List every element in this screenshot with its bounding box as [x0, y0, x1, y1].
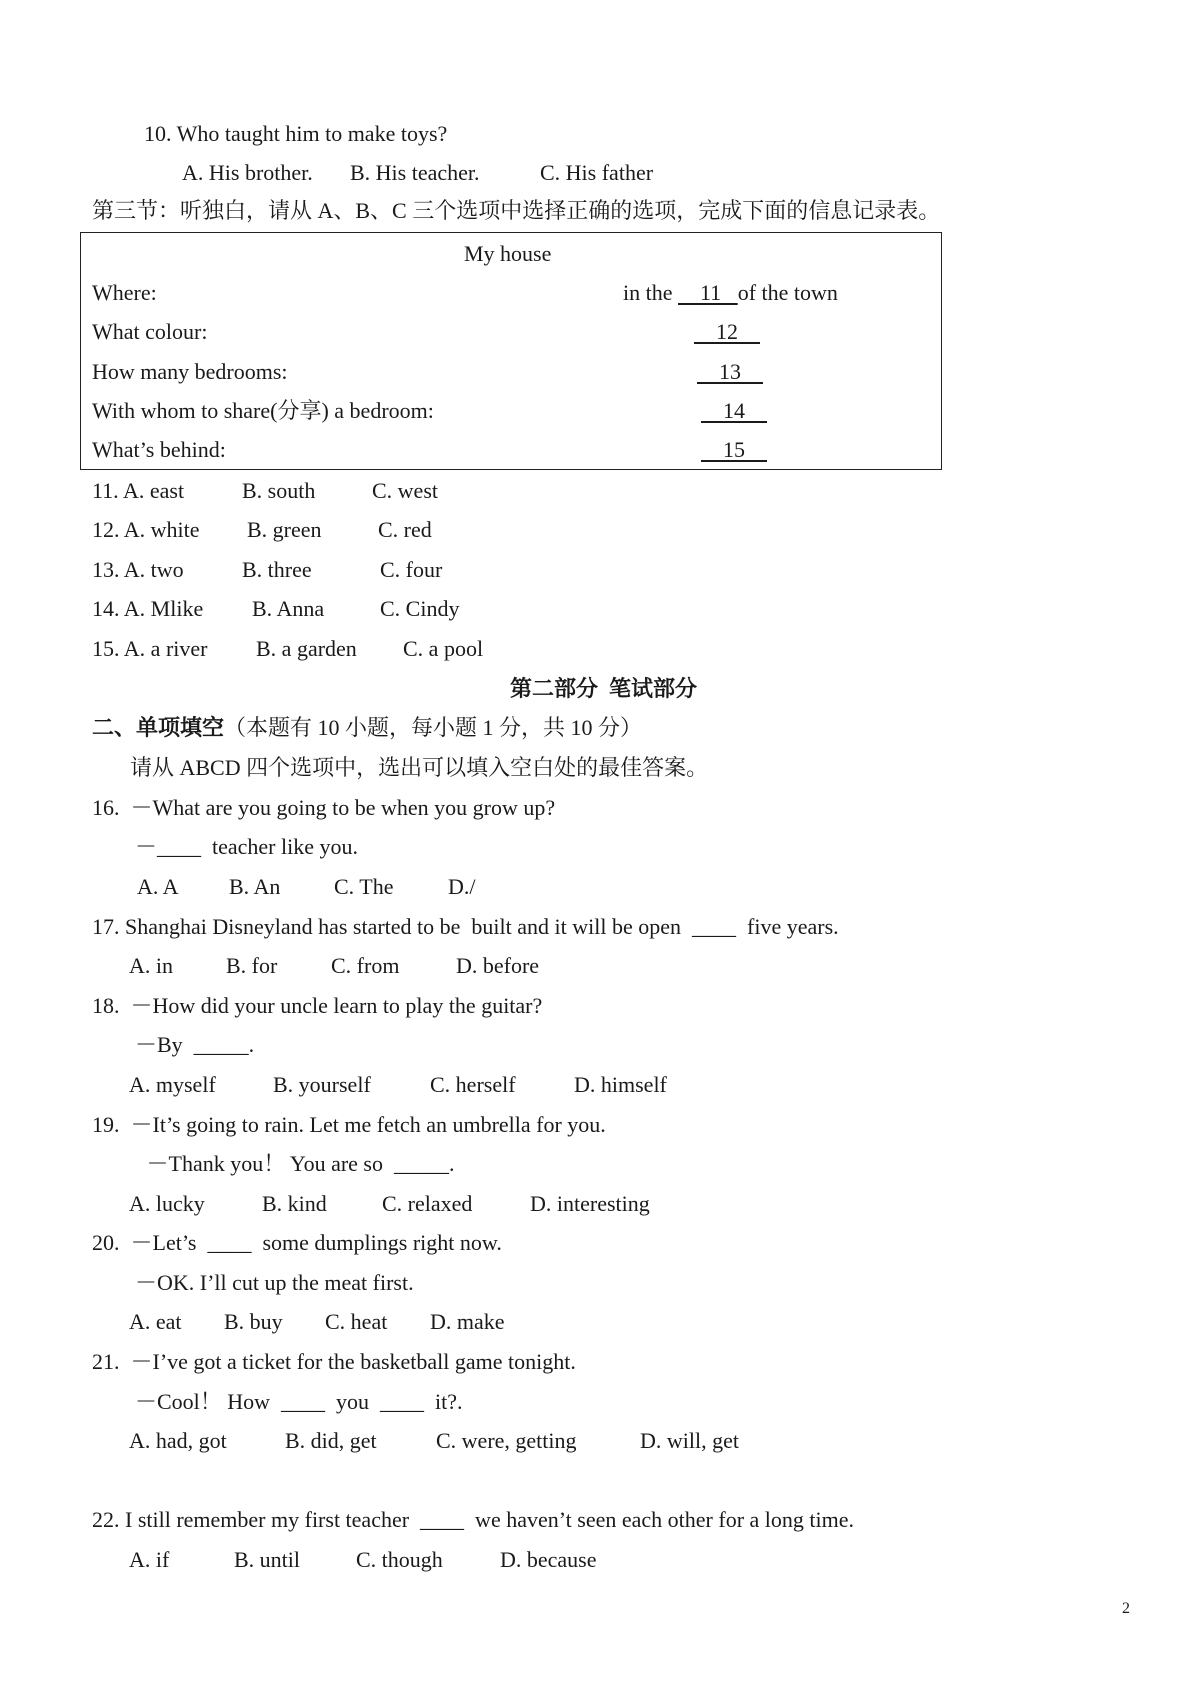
question-19-line-1: 19. －It’s going to rain. Let me fetch an umbrella for you. — [92, 1112, 606, 1137]
question-10-option-a: A. His brother. — [182, 160, 313, 185]
question-20-line-2: －OK. I’ll cut up the meat first. — [124, 1270, 414, 1295]
table-row-answer — [701, 436, 767, 464]
question-20-option-b: B. buy — [224, 1309, 283, 1334]
question-18-line-2: －By _____. — [124, 1032, 255, 1057]
question-16-line-2: －____ teacher like you. — [124, 834, 358, 859]
table-row-answer — [623, 279, 838, 307]
question-21-option-a: A. had, got — [129, 1428, 227, 1453]
table-row-answer — [697, 358, 763, 386]
question-10-option-b: B. His teacher. — [350, 160, 480, 185]
table-row-answer — [694, 318, 760, 346]
question-19-option-a: A. lucky — [129, 1191, 205, 1216]
question-19-option-b: B. kind — [262, 1191, 327, 1216]
answer-13-option-c: C. four — [380, 557, 443, 582]
answer-prefix: in the — [623, 280, 678, 305]
answer-11-option-c: C. west — [372, 478, 438, 503]
question-21-option-b: B. did, get — [285, 1428, 377, 1453]
question-20-line-1: 20. －Let’s ____ some dumplings right now. — [92, 1230, 502, 1255]
answer-11-option-a: 11. A. east — [92, 478, 185, 503]
question-10-text: 10. Who taught him to make toys? — [144, 121, 448, 146]
question-21-option-c: C. were, getting — [436, 1428, 577, 1453]
question-16-option-b: B. An — [229, 874, 281, 899]
answer-15-option-a: 15. A. a river — [92, 636, 208, 661]
answer-blank-13: 13 — [697, 359, 763, 384]
answer-15-option-c: C. a pool — [403, 636, 484, 661]
question-17-option-b: B. for — [226, 953, 278, 978]
question-21-line-1: 21. －I’ve got a ticket for the basketball game tonight. — [92, 1349, 576, 1374]
question-16-option-c: C. The — [334, 874, 394, 899]
answer-12-option-b: B. green — [247, 517, 322, 542]
part2-title: 第二部分 笔试部分 — [510, 676, 698, 701]
answer-14-option-c: C. Cindy — [380, 596, 460, 621]
question-16-line-1: 16. －What are you going to be when you grow up? — [92, 795, 556, 820]
answer-blank-12: 12 — [694, 319, 760, 344]
answer-blank-11: 11 — [678, 280, 738, 305]
question-17-option-a: A. in — [129, 953, 173, 978]
table-row-label: With whom to share(分享) a bedroom: — [92, 398, 434, 423]
question-22-option-c: C. though — [356, 1547, 443, 1572]
question-17-line-1: 17. Shanghai Disneyland has started to be built and it will be open ____ five years. — [92, 914, 839, 939]
table-title: My house — [464, 241, 552, 266]
question-20-option-d: D. make — [430, 1309, 505, 1334]
question-10-option-c: C. His father — [540, 160, 654, 185]
answer-13-option-a: 13. A. two — [92, 557, 184, 582]
question-22-option-b: B. until — [234, 1547, 301, 1572]
question-16-option-d: D./ — [448, 874, 476, 899]
answer-14-option-b: B. Anna — [252, 596, 325, 621]
answer-13-option-b: B. three — [242, 557, 312, 582]
section3-instruction: 第三节：听独白，请从 A、B、C 三个选项中选择正确的选项，完成下面的信息记录表。 — [92, 198, 941, 223]
question-18-option-d: D. himself — [574, 1072, 667, 1097]
answer-blank-15: 15 — [701, 437, 767, 462]
answer-12-option-c: C. red — [378, 517, 432, 542]
question-18-option-b: B. yourself — [273, 1072, 371, 1097]
answer-14-option-a: 14. A. Mlike — [92, 596, 204, 621]
table-row-label: What colour: — [92, 319, 208, 344]
question-17-option-d: D. before — [456, 953, 540, 978]
part2-heading-rest: （本题有 10 小题，每小题 1 分，共 10 分） — [224, 715, 643, 740]
question-20-option-a: A. eat — [129, 1309, 182, 1334]
answer-11-option-b: B. south — [242, 478, 316, 503]
table-row-label: How many bedrooms: — [92, 359, 288, 384]
question-22-option-a: A. if — [129, 1547, 170, 1572]
table-row-label: Where: — [92, 280, 157, 305]
question-19-option-c: C. relaxed — [382, 1191, 473, 1216]
table-row-answer — [701, 397, 767, 425]
question-19-option-d: D. interesting — [530, 1191, 650, 1216]
answer-suffix: of the town — [737, 280, 838, 305]
answer-15-option-b: B. a garden — [256, 636, 357, 661]
question-20-option-c: C. heat — [325, 1309, 388, 1334]
answer-blank-14: 14 — [701, 398, 767, 423]
table-row-label: What’s behind: — [92, 437, 226, 462]
question-16-option-a: A. A — [137, 874, 179, 899]
question-19-line-2: －Thank you！ You are so _____. — [130, 1151, 455, 1176]
question-18-option-a: A. myself — [129, 1072, 216, 1097]
answer-12-option-a: 12. A. white — [92, 517, 200, 542]
question-18-option-c: C. herself — [430, 1072, 516, 1097]
question-22-line-1: 22. I still remember my first teacher ____ we haven’t seen each other for a long time. — [92, 1507, 854, 1532]
part2-heading-bold: 二、单项填空 — [92, 715, 225, 740]
question-22-option-d: D. because — [500, 1547, 597, 1572]
question-18-line-1: 18. －How did your uncle learn to play the guitar? — [92, 993, 543, 1018]
page-number: 2 — [1122, 1600, 1130, 1617]
question-17-option-c: C. from — [331, 953, 400, 978]
part2-heading — [92, 714, 642, 742]
part2-instruction: 请从 ABCD 四个选项中，选出可以填入空白处的最佳答案。 — [130, 755, 709, 780]
question-21-line-2: －Cool！ How ____ you ____ it?. — [124, 1389, 463, 1414]
question-21-option-d: D. will, get — [640, 1428, 739, 1453]
